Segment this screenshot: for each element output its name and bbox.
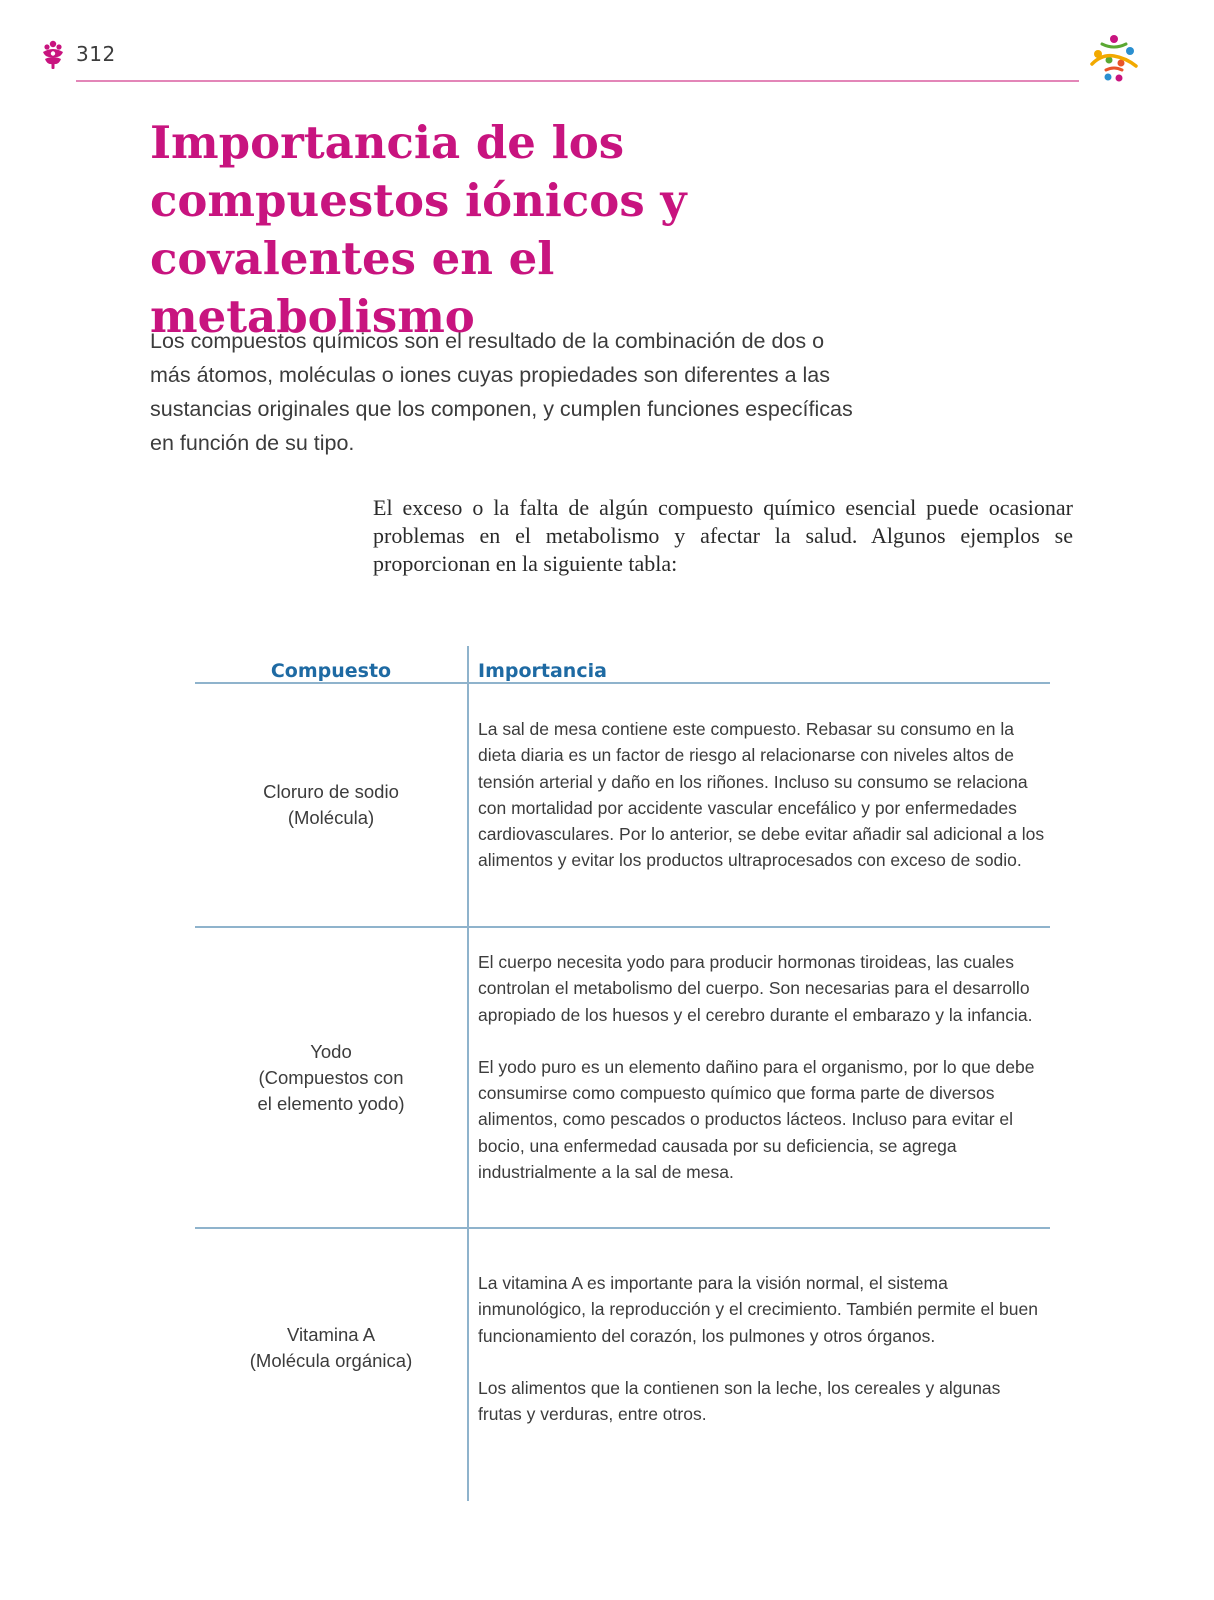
importance-cell — [478, 716, 1048, 874]
column-header-compound: Compuesto — [270, 660, 392, 682]
colorful-dots-logo-icon — [1086, 30, 1142, 86]
compound-name-line: (Compuestos con — [258, 1067, 404, 1088]
compound-name-line: el elemento yodo) — [257, 1093, 405, 1114]
importance-cell — [478, 949, 1048, 1185]
page-title: Importancia de los compuestos iónicos y covalentes en el metabolismo — [150, 116, 687, 343]
column-header-importance: Importancia — [478, 660, 607, 682]
importance-paragraph: La vitamina A es importante para la visión normal, el sistema inmunológico, la reproducción y el crecimiento. También permite el buen funcionamiento del corazón, los pulmones y otros órganos. — [478, 1273, 1038, 1346]
compound-name-line: (Molécula orgánica) — [249, 1350, 413, 1371]
header-rule — [76, 80, 1079, 82]
importance-paragraph: La sal de mesa contiene este compuesto. Rebasar su consumo en la dieta diaria es un factor de riesgo al relacionarse con niveles altos de tensión arterial y daño en los riñones. Incluso su consumo se relaciona con mortalidad por accidente vascular encefálico y por enfermedades cardiovasculares. Por lo anterior, se debe evitar añadir sal adicional a los alimentos y evitar los productos ultraprocesados con exceso de sodio. — [478, 719, 1045, 871]
table-header-rule — [195, 682, 1050, 684]
compound-name-cell — [195, 1039, 467, 1117]
compound-name-line: Cloruro de sodio — [263, 781, 399, 802]
table-row-rule — [195, 1227, 1050, 1229]
compound-name-cell — [195, 779, 467, 831]
importance-cell — [478, 1270, 1048, 1427]
compounds-table — [195, 646, 1050, 1501]
table-row-rule — [195, 926, 1050, 928]
importance-paragraph: Los alimentos que la contienen son la leche, los cereales y algunas frutas y verduras, entre otros. — [478, 1377, 1001, 1425]
compound-name-line: (Molécula) — [287, 807, 375, 828]
compound-name-cell — [195, 1322, 467, 1374]
column-divider — [467, 646, 469, 1501]
importance-paragraph: El cuerpo necesita yodo para producir hormonas tiroideas, las cuales controlan el metabolismo del cuerpo. Son necesarias para el desarrollo apropiado de los huesos y el cerebro durante el embarazo y la infancia. — [478, 952, 1033, 1025]
flower-ornament-icon — [40, 38, 66, 70]
intro-paragraph: Los compuestos químicos son el resultado de la combinación de dos o más átomos, moléculas o iones cuyas propiedades son diferentes a las sustancias originales que los componen, y cumplen funciones específicas en función de su tipo. — [150, 329, 853, 455]
importance-paragraph: El yodo puro es un elemento dañino para el organismo, por lo que debe consumirse como compuesto químico que forma parte de diversos alimentos, como pescados o productos lácteos. Incluso para evitar el bocio, una enfermedad causada por su deficiencia, se agrega industrialmente a la sal de mesa. — [478, 1056, 1035, 1183]
compound-name-line: Vitamina A — [286, 1324, 376, 1345]
lead-paragraph: El exceso o la falta de algún compuesto químico esencial puede ocasionar problemas en el metabolismo y afectar la salud. Algunos ejemplos se proporcionan en la siguiente tabla: — [373, 495, 1073, 576]
compound-name-line: Yodo — [310, 1041, 352, 1062]
page-number: 312 — [76, 42, 116, 66]
